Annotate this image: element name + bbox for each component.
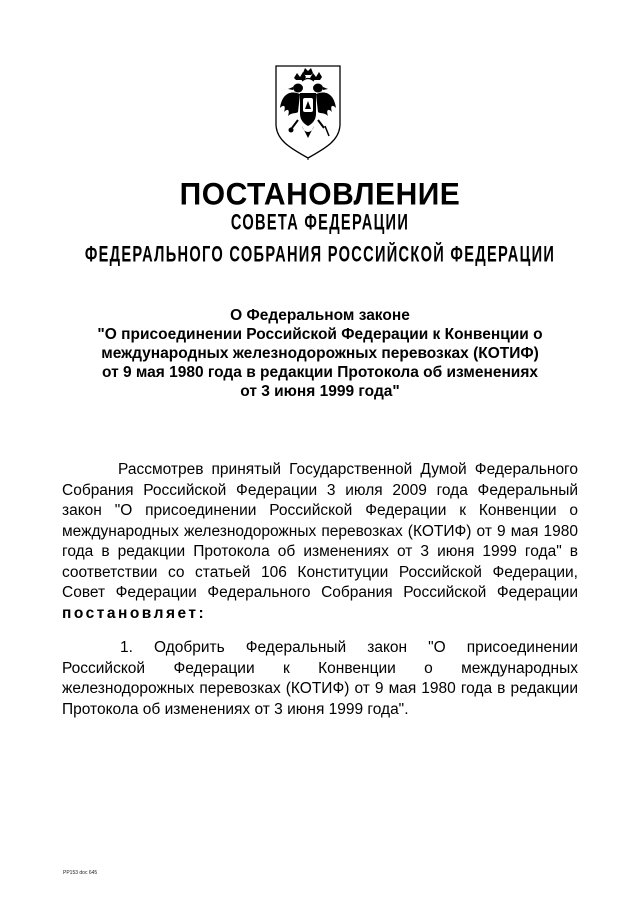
law-title-line: О Федеральном законе [230, 307, 410, 324]
document-subheading-council: СОВЕТА ФЕДЕРАЦИИ [230, 210, 410, 235]
law-title-line: от 3 июня 1999 года" [240, 383, 400, 400]
law-title [60, 306, 580, 401]
law-title-line: международных железнодорожных перевозках (КОТИФ) [101, 345, 539, 362]
preamble-text: Рассмотрев принятый Государственной Думой Федерального Собрания Российской Федерации 3 июля 2009 года Федеральный закон "О присоединении Российской Федерации к Конвенции о международных железнодорожных перевозках (КОТИФ) от 9 мая 1980 года в редакции Протокола об изменениях от 3 июня 1999 года" в соответствии со статьей 106 Конституции Российской Федерации, Совет Федерации Федерального Собрания Российской Федерации [62, 461, 578, 601]
resolves-keyword: постановляет: [62, 604, 207, 622]
preamble-paragraph [62, 460, 578, 624]
resolution-item-1: 1. Одобрить Федеральный закон "О присоединении Российской Федерации к Конвенции о международных железнодорожных перевозках (КОТИФ) от 9 мая 1980 года в редакции Протокола об изменениях от 3 июня 1999 года". [62, 639, 578, 718]
law-title-line: "О присоединении Российской Федерации к Конвенции о [97, 326, 543, 343]
law-title-line: от 9 мая 1980 года в редакции Протокола об изменениях [101, 364, 538, 381]
coat-of-arms-icon [272, 64, 344, 160]
document-heading: ПОСТАНОВЛЕНИЕ [179, 177, 461, 212]
footer-document-code: PP153 doc 645 [63, 870, 98, 876]
document-subheading-assembly: ФЕДЕРАЛЬНОГО СОБРАНИЯ РОССИЙСКОЙ ФЕДЕРАЦИИ [84, 242, 556, 267]
